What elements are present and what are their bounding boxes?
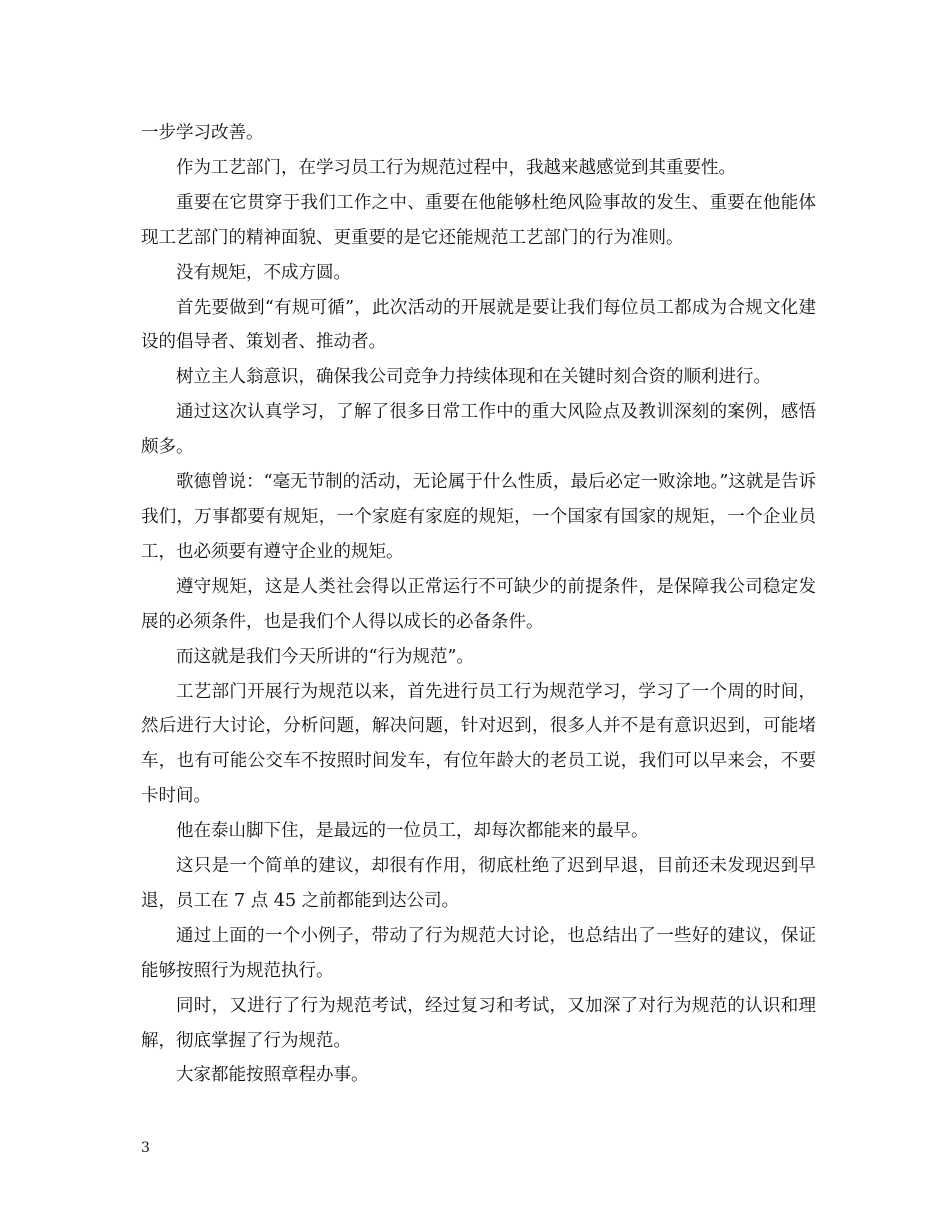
paragraph: 工艺部门开展行为规范以来，首先进行员工行为规范学习，学习了一个周的时间，然后进行大讨论，分析问题，解决问题，针对迟到，很多人并不是有意识迟到，可能堵车，也有可能公交车不按照时间发车，有位年龄大的老员工说，我们可以早来会，不要卡时间。 xyxy=(141,681,816,807)
paragraph: 没有规矩，不成方圆。 xyxy=(176,262,351,283)
paragraph: 同时，又进行了行为规范考试，经过复习和考试，又加深了对行为规范的认识和理解，彻底掌握了行为规范。 xyxy=(141,995,816,1051)
paragraph: 通过上面的一个小例子，带动了行为规范大讨论，也总结出了一些好的建议，保证能够按照行为规范执行。 xyxy=(141,925,816,981)
paragraph: 树立主人翁意识，确保我公司竞争力持续体现和在关键时刻合资的顺利进行。 xyxy=(176,367,771,388)
document-body xyxy=(141,116,816,1093)
paragraph: 重要在它贯穿于我们工作之中、重要在他能够杜绝风险事故的发生、重要在他能体现工艺部门的精神面貌、更重要的是它还能规范工艺部门的行为准则。 xyxy=(141,192,816,248)
paragraph: 这只是一个简单的建议，却很有作用，彻底杜绝了迟到早退，目前还未发现迟到早退，员工在 7 点 45 之前都能到达公司。 xyxy=(141,856,816,911)
paragraph-continuation: 一步学习改善。 xyxy=(141,123,264,143)
paragraph: 通过这次认真学习，了解了很多日常工作中的重大风险点及教训深刻的案例，感悟颇多。 xyxy=(141,402,816,458)
paragraph: 首先要做到“有规可循”，此次活动的开展就是要让我们每位员工都成为合规文化建设的倡导者、策划者、推动者。 xyxy=(141,297,816,353)
paragraph: 遵守规矩，这是人类社会得以正常运行不可缺少的前提条件，是保障我公司稳定发展的必须条件，也是我们个人得以成长的必备条件。 xyxy=(141,576,816,632)
paragraph: 他在泰山脚下住，是最远的一位员工，却每次都能来的最早。 xyxy=(176,821,649,842)
paragraph: 而这就是我们今天所讲的“行为规范”。 xyxy=(176,646,474,667)
paragraph: 歌德曾说：“毫无节制的活动，无论属于什么性质，最后必定一败涂地。”这就是告诉我们，万事都要有规矩，一个家庭有家庭的规矩，一个国家有国家的规矩，一个企业员工，也必须要有遵守企业的规矩。 xyxy=(141,472,816,562)
page-number: 3 xyxy=(141,1140,150,1156)
paragraph: 作为工艺部门，在学习员工行为规范过程中，我越来越感觉到其重要性。 xyxy=(176,157,736,178)
paragraph: 大家都能按照章程办事。 xyxy=(176,1065,369,1086)
